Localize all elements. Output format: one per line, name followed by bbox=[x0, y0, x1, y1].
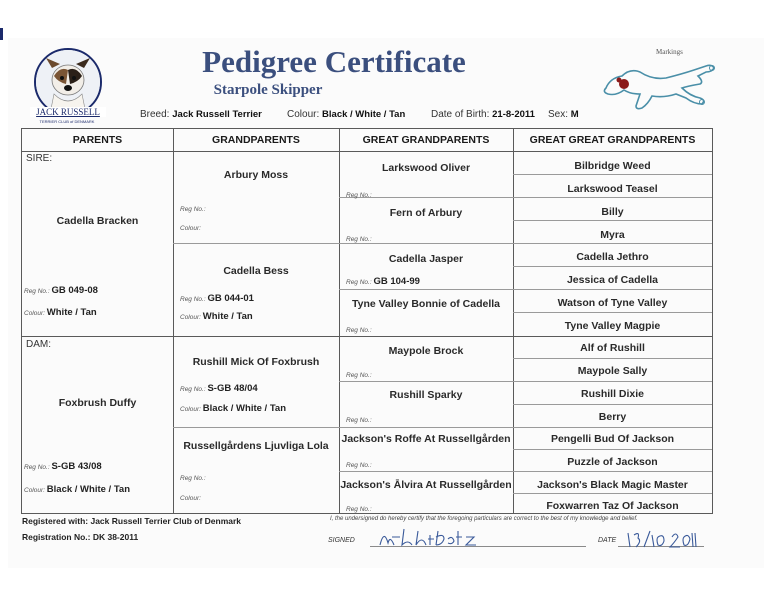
colour-label: Colour: bbox=[180, 314, 201, 321]
grandparent-name: Rushill Mick Of Foxbrush bbox=[192, 356, 320, 368]
reg-label: Reg No.: bbox=[180, 206, 206, 213]
great-grandparent-reg bbox=[346, 276, 420, 287]
great-grandparent-name: Cadella Jasper bbox=[388, 253, 464, 265]
grandparent-colour bbox=[180, 403, 286, 414]
row-divider bbox=[513, 266, 712, 267]
great-grandparent-reg bbox=[346, 414, 372, 425]
colour-field bbox=[287, 109, 405, 120]
header-great-grandparents: GREAT GRANDPARENTS bbox=[339, 129, 513, 152]
great-great-grandparent-name: Pengelli Bud Of Jackson bbox=[550, 433, 675, 445]
great-great-grandparent-name: Puzzle of Jackson bbox=[567, 456, 658, 468]
dam-colour-value: Black / White / Tan bbox=[46, 484, 131, 495]
colour-label: Colour: bbox=[287, 109, 320, 120]
dam-reg-value: S-GB 43/08 bbox=[51, 461, 102, 472]
date-label: DATE bbox=[598, 537, 617, 544]
handwritten-date bbox=[624, 527, 698, 549]
great-great-grandparent-name: Jackson's Black Magic Master bbox=[537, 479, 688, 491]
markings-diagram bbox=[594, 54, 724, 114]
row-divider bbox=[513, 220, 712, 221]
row-divider bbox=[513, 312, 712, 313]
handwritten-signature bbox=[378, 525, 482, 549]
reg-label: Reg No.: bbox=[346, 192, 372, 199]
great-great-grandparent-name: Billy bbox=[601, 206, 624, 218]
grandparent-colour-value: White / Tan bbox=[202, 311, 253, 322]
great-great-grandparent-name: Tyne Valley Magpie bbox=[564, 320, 661, 332]
reg-label: Reg No.: bbox=[24, 288, 50, 295]
great-great-grandparent-name: Maypole Sally bbox=[577, 365, 648, 377]
great-great-grandparent-name: Bilbridge Weed bbox=[574, 160, 651, 172]
great-grandparent-reg bbox=[346, 503, 372, 514]
row-divider bbox=[513, 404, 712, 405]
reg-label: Reg No.: bbox=[180, 296, 206, 303]
great-grandparent-reg bbox=[346, 324, 372, 335]
great-grandparent-reg bbox=[346, 189, 372, 200]
grandparent-reg bbox=[180, 472, 206, 483]
row-divider bbox=[339, 471, 712, 472]
grandparent-reg bbox=[180, 203, 206, 214]
colour-label: Colour: bbox=[180, 406, 201, 413]
row-divider bbox=[513, 174, 712, 175]
great-grandparent-reg bbox=[346, 233, 372, 244]
reg-label: Reg No.: bbox=[346, 506, 372, 513]
row-divider bbox=[513, 449, 712, 450]
dam-name: Foxbrush Duffy bbox=[58, 397, 137, 409]
registration-number: Registration No.: DK 38-2011 bbox=[22, 532, 139, 542]
great-grandparent-name: Maypole Brock bbox=[388, 345, 464, 357]
dob-value: 21-8-2011 bbox=[492, 109, 535, 120]
row-divider bbox=[339, 381, 712, 382]
reg-label: Reg No.: bbox=[346, 279, 372, 286]
column-divider bbox=[339, 129, 340, 513]
reg-label: Reg No.: bbox=[346, 236, 372, 243]
great-great-grandparent-name: Jessica of Cadella bbox=[566, 274, 659, 286]
grandparent-colour bbox=[180, 311, 253, 322]
row-divider bbox=[513, 493, 712, 494]
great-grandparent-reg bbox=[346, 459, 372, 470]
reg-label: Reg No.: bbox=[180, 475, 206, 482]
sire-name: Cadella Bracken bbox=[56, 215, 139, 227]
colour-value: Black / White / Tan bbox=[322, 109, 406, 120]
colour-label: Colour: bbox=[180, 495, 201, 502]
breed-field bbox=[140, 109, 262, 120]
sex-label: Sex: bbox=[548, 109, 569, 120]
certification-statement: I, the undersigned do hereby certify that the foregoing particulars are correct to the best of my knowledge and belief. bbox=[330, 516, 638, 522]
great-great-grandparent-name: Larkswood Teasel bbox=[567, 183, 658, 195]
reg-label: Reg No.: bbox=[346, 372, 372, 379]
reg-label: Reg No.: bbox=[346, 417, 372, 424]
dam-label: DAM: bbox=[26, 339, 51, 350]
great-great-grandparent-name: Watson of Tyne Valley bbox=[557, 297, 668, 309]
sex-field bbox=[548, 109, 579, 120]
sire-reg-value: GB 049-08 bbox=[51, 285, 98, 296]
great-grandparent-name: Fern of Arbury bbox=[389, 207, 463, 219]
grandparent-colour bbox=[180, 492, 201, 503]
row-divider bbox=[339, 289, 712, 290]
dob-field bbox=[431, 109, 535, 120]
grandparent-colour-value: Black / White / Tan bbox=[202, 403, 287, 414]
registered-with: Registered with: Jack Russell Terrier Club of Denmark bbox=[22, 516, 242, 526]
row-divider bbox=[173, 243, 712, 244]
great-grandparent-reg bbox=[346, 369, 372, 380]
sire-reg bbox=[24, 285, 98, 296]
grandparent-reg-value: S-GB 48/04 bbox=[207, 383, 258, 394]
reg-label: Reg No.: bbox=[346, 327, 372, 334]
great-grandparent-name: Jackson's Roffe At Russellgården bbox=[341, 433, 511, 445]
breed-label: Breed: bbox=[140, 109, 170, 120]
colour-label: Colour: bbox=[24, 310, 45, 317]
row-divider bbox=[339, 197, 712, 198]
grandparent-colour bbox=[180, 222, 201, 233]
row-divider bbox=[173, 427, 712, 428]
great-grandparent-name: Larkswood Oliver bbox=[381, 162, 471, 174]
colour-label: Colour: bbox=[180, 225, 201, 232]
header-parents: PARENTS bbox=[22, 129, 173, 152]
grandparent-reg bbox=[180, 293, 254, 304]
great-great-grandparent-name: Alf of Rushill bbox=[580, 342, 645, 354]
grandparent-name: Cadella Bess bbox=[223, 265, 289, 277]
great-grandparent-name: Jackson's Ālvira At Russellgården bbox=[340, 479, 512, 491]
great-great-grandparent-name: Myra bbox=[600, 229, 625, 241]
pedigree-table bbox=[21, 128, 713, 514]
colour-label: Colour: bbox=[24, 487, 45, 494]
great-great-grandparent-name: Rushill Dixie bbox=[580, 388, 644, 400]
scan-edge-mark bbox=[0, 28, 3, 40]
certificate-title: Pedigree Certificate bbox=[202, 44, 466, 79]
column-divider bbox=[173, 129, 174, 513]
sex-value: M bbox=[570, 109, 579, 120]
great-grandparent-reg-value: GB 104-99 bbox=[373, 276, 420, 287]
reg-label: Reg No.: bbox=[24, 464, 50, 471]
great-great-grandparent-name: Berry bbox=[598, 411, 627, 423]
sire-colour bbox=[24, 307, 97, 318]
reg-label: Reg No.: bbox=[180, 386, 206, 393]
breed-value: Jack Russell Terrier bbox=[172, 109, 262, 120]
logo-subtext: TERRIER CLUB of DENMARK bbox=[39, 119, 95, 124]
grandparent-reg bbox=[180, 383, 258, 394]
great-grandparent-name: Tyne Valley Bonnie of Cadella bbox=[351, 298, 500, 310]
sire-label: SIRE: bbox=[26, 153, 53, 164]
great-great-grandparent-name: Foxwarren Taz Of Jackson bbox=[546, 500, 679, 512]
dog-name: Starpole Skipper bbox=[213, 82, 323, 98]
reg-label: Reg No.: bbox=[346, 462, 372, 469]
row-divider bbox=[513, 358, 712, 359]
dob-label: Date of Birth: bbox=[431, 109, 490, 120]
sire-colour-value: White / Tan bbox=[46, 307, 97, 318]
header-great-great-grandparents: GREAT GREAT GRANDPARENTS bbox=[513, 129, 712, 152]
signed-label: SIGNED bbox=[328, 537, 355, 544]
dam-colour bbox=[24, 484, 130, 495]
header-grandparents: GRANDPARENTS bbox=[173, 129, 339, 152]
great-great-grandparent-name: Cadella Jethro bbox=[576, 251, 649, 263]
markings-label: Markings bbox=[656, 48, 683, 56]
grandparent-reg-value: GB 044-01 bbox=[207, 293, 254, 304]
logo-text: JACK RUSSELL bbox=[30, 107, 106, 117]
sire-dam-divider bbox=[22, 336, 712, 337]
dam-reg bbox=[24, 461, 102, 472]
great-grandparent-name: Rushill Sparky bbox=[389, 389, 463, 401]
grandparent-name: Russellgårdens Ljuvliga Lola bbox=[183, 440, 329, 452]
grandparent-name: Arbury Moss bbox=[223, 169, 289, 181]
